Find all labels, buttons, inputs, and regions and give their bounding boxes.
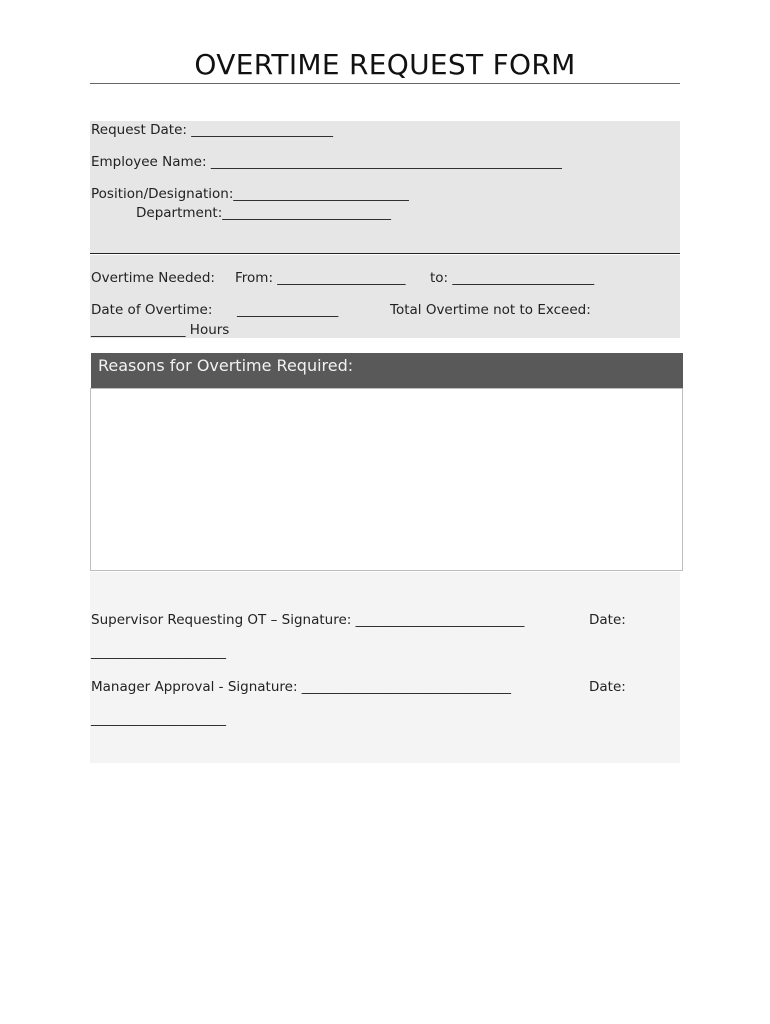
total-overtime-label: Total Overtime not to Exceed: [390, 302, 591, 318]
manager-date-field[interactable]: ____________________ [91, 711, 226, 727]
reasons-title: Reasons for Overtime Required: [98, 356, 354, 375]
title-divider [90, 83, 680, 84]
overtime-to-field[interactable]: to: _____________________ [430, 270, 595, 286]
date-of-overtime-field[interactable]: _______________ [237, 302, 339, 318]
form-title: OVERTIME REQUEST FORM [194, 48, 576, 81]
request-date-field[interactable]: Request Date: _____________________ [91, 122, 333, 138]
hours-field[interactable]: ______________ Hours [91, 322, 230, 338]
employee-name-field[interactable]: Employee Name: ____________________________________________________ [91, 154, 562, 170]
section-divider [90, 253, 680, 254]
manager-date-label: Date: [589, 679, 626, 695]
supervisor-signature-field[interactable]: Supervisor Requesting OT – Signature: _________________________ [91, 612, 525, 628]
department-field[interactable]: Department:_________________________ [136, 205, 391, 221]
position-field[interactable]: Position/Designation:__________________________ [91, 186, 409, 202]
supervisor-date-field[interactable]: ____________________ [91, 644, 226, 660]
reasons-textarea[interactable] [90, 388, 683, 571]
approval-section [90, 572, 680, 763]
overtime-needed-label: Overtime Needed: [91, 270, 215, 286]
reasons-header [91, 353, 683, 388]
overtime-from-field[interactable]: From: ___________________ [235, 270, 406, 286]
supervisor-date-label: Date: [589, 612, 626, 628]
date-of-overtime-label: Date of Overtime: [91, 302, 213, 318]
manager-signature-field[interactable]: Manager Approval - Signature: _______________________________ [91, 679, 512, 695]
